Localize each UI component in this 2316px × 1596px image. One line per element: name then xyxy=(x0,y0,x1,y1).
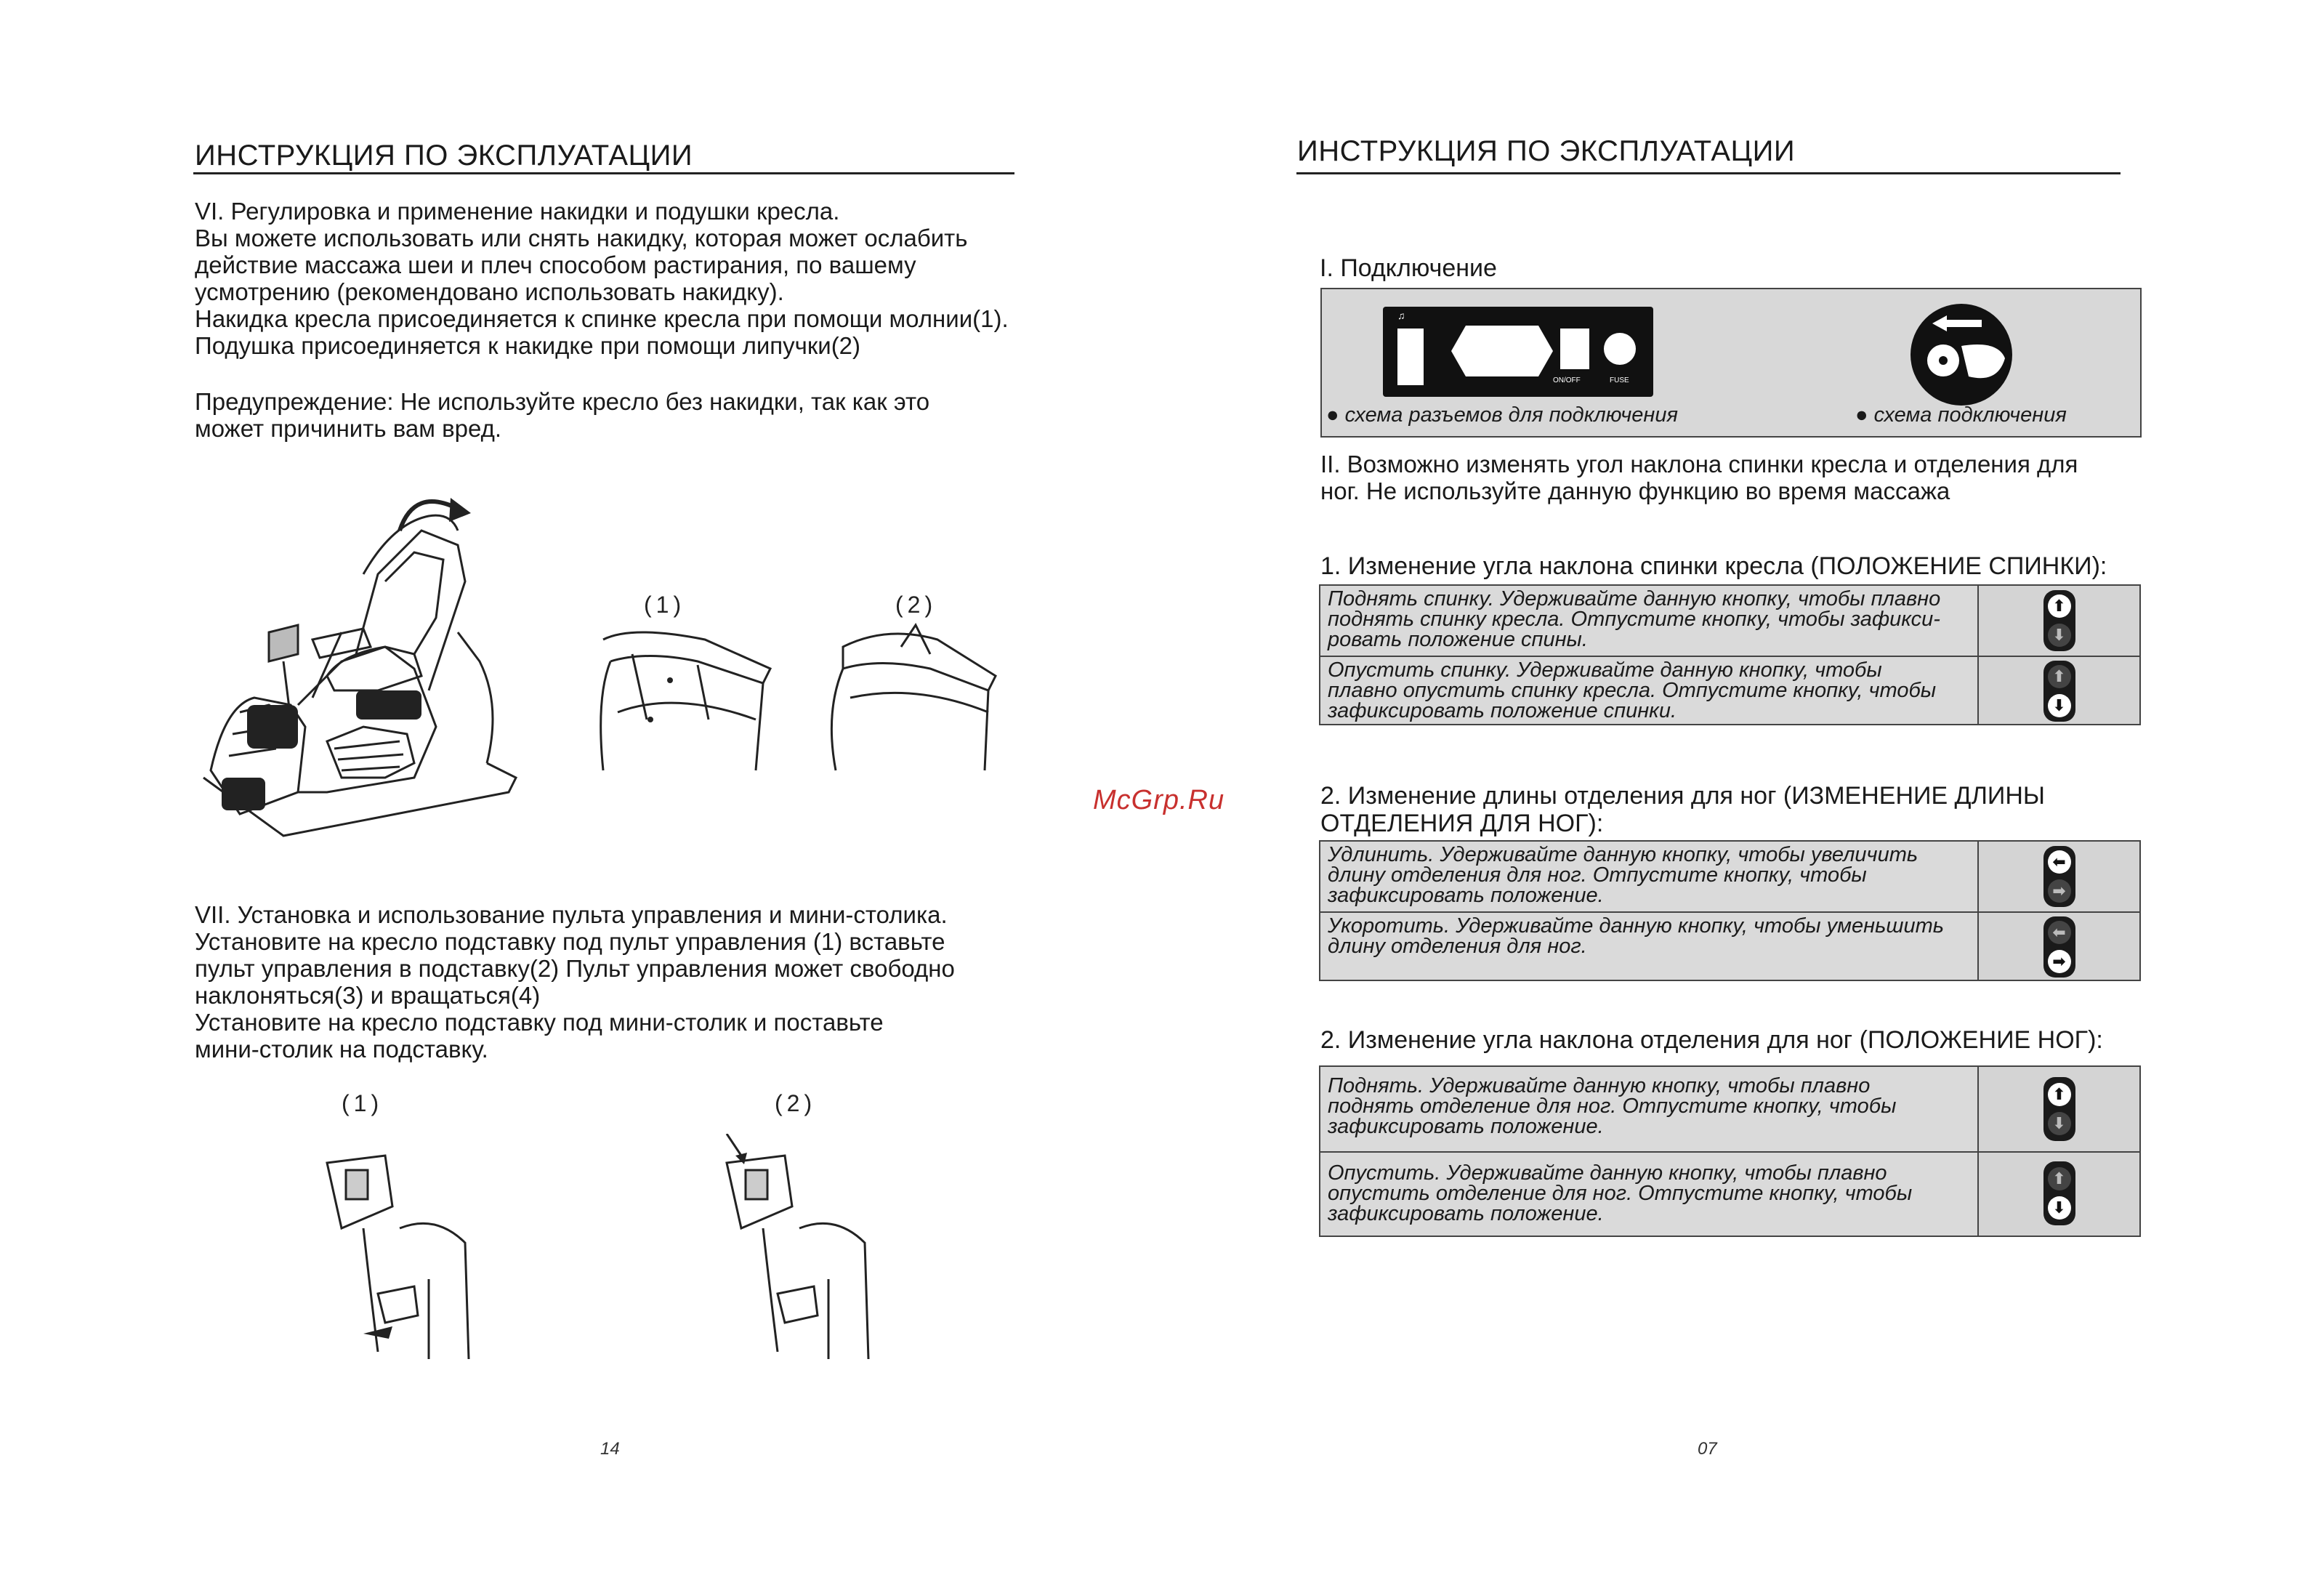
arrow-left-icon: ⬅ xyxy=(2048,850,2071,874)
remote-holder-illustration-2 xyxy=(712,1134,901,1366)
right-page-heading: ИНСТРУКЦИЯ ПО ЭКСПЛУАТАЦИИ xyxy=(1297,135,1796,167)
table-row xyxy=(1320,911,2139,980)
page-number: 14 xyxy=(600,1439,620,1459)
socket-port-icon xyxy=(1397,329,1424,385)
arrow-down-icon: ⬇ xyxy=(2048,624,2071,647)
text-line: Подушка присоединяется к накидке при помощи липучки(2) xyxy=(195,332,861,359)
table-row xyxy=(1320,586,2139,656)
table-row xyxy=(1320,842,2139,911)
remote-holder-illustration-1 xyxy=(320,1148,509,1366)
figure-label: (2) xyxy=(895,592,937,618)
on-off-switch-icon xyxy=(1560,329,1589,369)
power-socket-icon xyxy=(1451,326,1553,376)
socket-panel xyxy=(1383,307,1653,397)
leg-length-table xyxy=(1319,840,2141,981)
arrow-down-icon: ⬇ xyxy=(2048,1196,2071,1220)
up-down-button-icon xyxy=(2043,590,2075,651)
section6-text xyxy=(195,198,1009,359)
text-line: VI. Регулировка и применение накидки и подушки кресла. xyxy=(195,198,840,225)
text-line: Накидка кресла присоединяется к спинке кресла при помощи молнии(1). xyxy=(195,305,1009,332)
leg-angle-table xyxy=(1319,1065,2141,1237)
socket-label: ON/OFF xyxy=(1553,376,1581,384)
arrow-up-icon: ⬆ xyxy=(2048,1083,2071,1106)
text-line: пульт управления в подставку(2) Пульт управления может свободно xyxy=(195,955,955,982)
table-row xyxy=(1320,1067,2139,1151)
text-line: Предупреждение: Не используйте кресло без накидки, так как это xyxy=(195,388,930,415)
text-line: ног. Не используйте данную функцию во время массажа xyxy=(1320,477,1950,504)
text-line: усмотрению (рекомендовано использовать накидку). xyxy=(195,278,784,305)
left-page-heading: ИНСТРУКЦИЯ ПО ЭКСПЛУАТАЦИИ xyxy=(195,140,693,172)
button-cell xyxy=(1979,657,2139,724)
section7-text xyxy=(195,901,955,1063)
arrow-down-icon: ⬇ xyxy=(2048,694,2071,717)
arrow-up-icon: ⬆ xyxy=(2048,595,2071,618)
text-line: Установите на кресло подставку под мини-столик и поставьте xyxy=(195,1009,884,1036)
table-title: 2. Изменение длины отделения для ног (ИЗМЕНЕНИЕ ДЛИНЫ ОТДЕЛЕНИЯ ДЛЯ НОГ): xyxy=(1320,782,2045,837)
left-right-button-icon xyxy=(2043,916,2075,978)
warning-text xyxy=(195,388,929,442)
fuse-icon xyxy=(1604,333,1636,365)
row-description: Опустить. Удерживайте данную кнопку, чтобы плавно опустить отделение для ног. Отпустите кнопку, чтобы зафиксировать положение. xyxy=(1320,1153,1979,1236)
arrow-up-icon: ⬆ xyxy=(2048,665,2071,688)
row-description: Опустить спинку. Удерживайте данную кнопку, чтобы плавно опустить спинку кресла. Отпустите кнопку, чтобы зафиксировать положение спинки. xyxy=(1320,657,1979,724)
text-line: Вы можете использовать или снять накидку, которая может ослабить xyxy=(195,225,968,251)
table-row xyxy=(1320,656,2139,724)
heading-rule xyxy=(1296,172,2121,174)
arrow-left-icon: ⬅ xyxy=(2048,921,2071,944)
up-down-button-icon xyxy=(2043,661,2075,722)
left-right-button-icon xyxy=(2043,846,2075,907)
text-line: может причинить вам вред. xyxy=(195,415,502,442)
row-description: Поднять спинку. Удерживайте данную кнопку, чтобы плавно поднять спинку кресла. Отпустите кнопку, чтобы зафикси- ровать положение спины. xyxy=(1320,586,1979,656)
button-cell xyxy=(1979,842,2139,911)
headphone-icon: ♫ xyxy=(1397,310,1405,321)
figure-label: (1) xyxy=(342,1090,384,1116)
socket-label: FUSE xyxy=(1610,376,1629,384)
button-cell xyxy=(1979,586,2139,656)
button-cell xyxy=(1979,1153,2139,1236)
row-description: Удлинить. Удерживайте данную кнопку, чтобы увеличить длину отделения для ног. Отпустите кнопку, чтобы зафиксировать положение. xyxy=(1320,842,1979,911)
velcro-detail-illustration xyxy=(821,610,1010,778)
figure-label: (1) xyxy=(644,592,686,618)
up-down-button-icon xyxy=(2043,1077,2075,1141)
row-description: Поднять. Удерживайте данную кнопку, чтобы плавно поднять отделение для ног. Отпустите кнопку, чтобы зафиксировать положение. xyxy=(1320,1067,1979,1151)
connection-caption: ● схема подключения xyxy=(1855,403,2067,427)
connection-panel xyxy=(1320,288,2142,438)
text-line: II. Возможно изменять угол наклона спинки кресла и отделения для xyxy=(1320,451,2078,477)
row-description: Укоротить. Удерживайте данную кнопку, чтобы уменьшить длину отделения для ног. xyxy=(1320,913,1979,980)
text-line: мини-столик на подставку. xyxy=(195,1036,488,1063)
arrow-up-icon: ⬆ xyxy=(2048,1167,2071,1190)
button-cell xyxy=(1979,1067,2139,1151)
text-line: VII. Установка и использование пульта управления и мини-столика. xyxy=(195,901,948,928)
massage-chair-illustration xyxy=(196,487,574,858)
page-number: 07 xyxy=(1698,1439,1717,1459)
figure-label: (2) xyxy=(775,1090,817,1116)
button-cell xyxy=(1979,913,2139,980)
table-row xyxy=(1320,1151,2139,1236)
table-title: 1. Изменение угла наклона спинки кресла (ПОЛОЖЕНИЕ СПИНКИ): xyxy=(1320,552,2107,580)
arrow-down-icon: ⬇ xyxy=(2048,1112,2071,1135)
backrest-table xyxy=(1319,584,2141,725)
section2-text xyxy=(1320,451,2078,504)
connection-title: I. Подключение xyxy=(1320,254,1497,282)
heading-rule xyxy=(193,172,1014,174)
text-line: наклоняться(3) и вращаться(4) xyxy=(195,982,541,1009)
watermark: McGrp.Ru xyxy=(1093,785,1225,815)
text-line: действие массажа шеи и плеч способом растирания, по вашему xyxy=(195,251,916,278)
connection-caption: ● схема разъемов для подключения xyxy=(1326,403,1678,427)
table-title: 2. Изменение угла наклона отделения для ног (ПОЛОЖЕНИЕ НОГ): xyxy=(1320,1026,2103,1054)
arrow-right-icon: ➡ xyxy=(2048,950,2071,973)
zipper-detail-illustration xyxy=(589,610,785,778)
up-down-button-icon xyxy=(2043,1161,2075,1225)
text-line: Установите на кресло подставку под пульт управления (1) вставьте xyxy=(195,928,945,955)
plug-connection-icon xyxy=(1911,304,2012,406)
arrow-right-icon: ➡ xyxy=(2048,879,2071,903)
